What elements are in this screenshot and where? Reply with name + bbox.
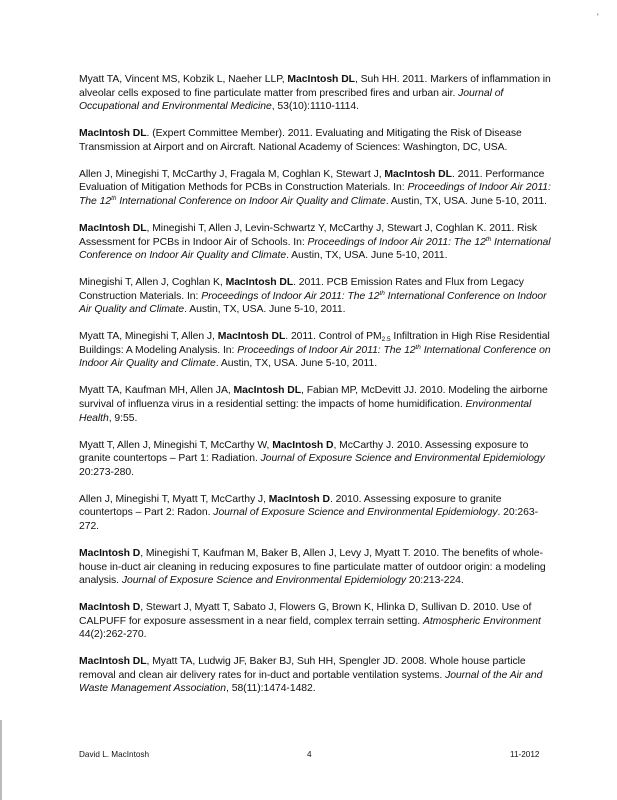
citation-title: Proceedings of Indoor Air 2011: The 12 [79,182,551,207]
citation-text: , Fabian MP, McDevitt JJ. 2010. Modeling the airborne survival of influenza virus in a residential setting: the impacts of home humidification. [79,385,548,411]
citation-title: International Conference on Indoor Air Quality and Climate [79,290,547,316]
citation-text: Infiltration in High Rise Residential Buildings: A Modeling Analysis. In: [79,331,550,356]
reference-entry [79,384,551,425]
footer-date: 11-2012 [510,750,540,759]
citation-text: 2.5 [381,336,391,344]
author-highlight: MacIntosh D [79,602,141,614]
citation-text: Myatt TA, Minegishi T, Allen J, [79,331,218,343]
citation-title: Journal of Exposure Science and Environmental Epidemiology [260,453,545,465]
author-highlight: MacIntosh DL [233,385,302,397]
reference-entry [79,655,551,696]
citation-title: Journal of the Air and Waste Management Association [79,669,543,695]
author-highlight: MacIntosh DL [217,331,286,343]
reference-list [79,73,551,709]
citation-text: . (Expert Committee Member). 2011. Evaluating and Mitigating the Risk of Disease Transmission at Airport and on Aircraft. National Academy of Sciences: Washington, DC, USA. [79,128,522,153]
citation-title: th [485,235,492,243]
citation-title: Journal of Occupational and Environmental Medicine [79,87,504,113]
citation-title: Proceedings of Indoor Air 2011: The 12 [307,236,486,248]
citation-title: Journal of Exposure Science and Environmental Epidemiology [213,507,498,519]
citation-text: , Myatt TA, Ludwig JF, Baker BJ, Suh HH, Spengler JD. 2008. Whole house particle removal and clean air delivery rates for in-duct and portable ventilation systems. [79,656,526,681]
citation-text: . Austin, TX, USA. June 5-10, 2011. [184,304,346,316]
citation-title: Atmospheric Environment [422,615,541,627]
citation-text: . Austin, TX, USA. June 5-10, 2011. [215,358,378,370]
author-highlight: MacIntosh DL [225,277,294,289]
reference-entry [79,439,551,480]
author-highlight: MacIntosh DL [384,168,452,180]
citation-text: , 53(10):1110-1114. [271,101,359,113]
reference-entry [79,276,551,317]
citation-text: 44(2):262-270. [79,629,147,641]
citation-text: . 2011. Control of PM [285,331,382,343]
citation-text: , 9:55. [108,412,138,424]
reference-entry [79,168,551,209]
reference-entry [79,547,551,588]
author-highlight: MacIntosh D [79,547,141,559]
citation-text: Allen J, Minegishi T, McCarthy J, Fragala M, Coghlan K, Stewart J, [79,168,385,180]
citation-title: th [379,289,385,297]
citation-text: , 58(11):1474-1482. [226,683,316,695]
citation-text: , McCarthy J. 2010. Assessing exposure to granite countertops – Part 1: Radiation. [79,439,529,465]
citation-text: . 2010. Assessing exposure to granite countertops – Part 2: Radon. [79,493,502,519]
author-highlight: MacIntosh D [272,439,334,451]
citation-text: . Austin, TX, USA. June 5-10, 2011. [286,250,448,262]
author-highlight: MacIntosh DL [79,656,147,668]
citation-text: Myatt TA, Vincent MS, Kobzik L, Naeher LLP, [79,74,288,85]
citation-title: International Conference on Indoor Air Quality and Climate [79,236,551,262]
footer-page-number: 4 [307,750,312,759]
citation-title: Proceedings of Indoor Air 2011: The 12 [201,290,380,302]
citation-text: Myatt TA, Kaufman MH, Allen JA, [79,385,234,397]
citation-text: , Stewart J, Myatt T, Sabato J, Flowers G, Brown K, Hlinka D, Sullivan D. 2010. Use of CALPUFF for exposure assessment in a near field, complex terrain setting. [79,602,532,627]
author-highlight: MacIntosh DL [79,128,147,140]
reference-entry [79,73,551,114]
citation-text: . 2011. Performance Evaluation of Mitigation Methods for PCBs in Construction Materials. In: [79,168,545,194]
citation-text: Myatt T, Allen J, Minegishi T, McCarthy W, [79,439,273,451]
citation-title: International Conference on Indoor Air Quality and Climate [79,344,551,370]
citation-text: , Minegishi T, Kaufman M, Baker B, Allen J, Levy J, Myatt T. 2010. The benefits of whole-house in-duct air cleaning in reducing exposures to fine particulate matter of outdoor origin: a modeling analysis. [79,547,546,587]
citation-text: . Austin, TX, USA. June 5-10, 2011. [385,195,548,207]
author-highlight: MacIntosh DL [79,222,147,234]
citation-title: Journal of Exposure Science and Environmental Epidemiology [121,575,406,587]
citation-text: Allen J, Minegishi T, Myatt T, McCarthy J, [79,493,269,505]
reference-entry [79,222,551,263]
footer-author: David L. MacIntosh [79,750,150,759]
citation-title: th [111,194,117,202]
citation-text: , Minegishi T, Allen J, Levin-Schwartz Y, McCarthy J, Stewart J, Coghlan K. 2011. Risk Assessment for PCBs in Indoor Air of Schools. In: [79,222,538,248]
citation-title: Proceedings of Indoor Air 2011: The 12 [237,344,416,356]
author-highlight: MacIntosh DL [287,74,355,85]
citation-title: th [415,343,421,351]
page-footer [0,750,617,764]
citation-text: . 20:263-272. [79,507,539,532]
citation-text: , Suh HH. 2011. Markers of inflammation in alveolar cells exposed to fine particulate matter from prescribed fires and urban air. [79,74,551,99]
citation-title: International Conference on Indoor Air Quality and Climate [116,195,386,207]
citation-text: Minegishi T, Allen J, Coghlan K, [79,277,226,289]
reference-entry [79,127,551,154]
citation-title: Environmental Health [79,399,532,424]
reference-entry [79,493,551,534]
citation-text: . 2011. PCB Emission Rates and Flux from Legacy Construction Materials. In: [79,277,524,302]
author-highlight: MacIntosh D [268,493,330,505]
page-corner-mark: ' [597,12,599,22]
reference-entry [79,330,551,371]
citation-text: 20:213-224. [406,575,464,587]
reference-entry [79,601,551,642]
citation-text: 20:273-280. [79,466,134,478]
